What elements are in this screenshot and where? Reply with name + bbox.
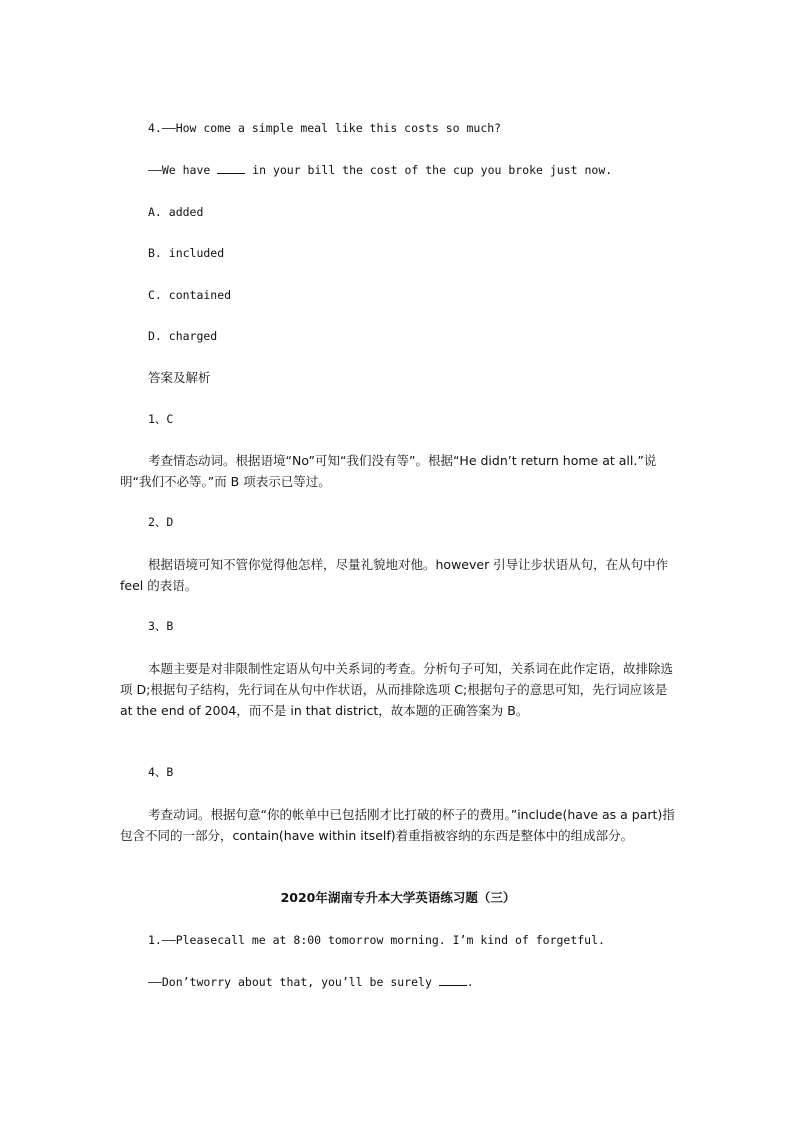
section-q1-reply-end: . <box>466 975 474 989</box>
q4-option-b: B. included <box>148 246 225 260</box>
answer-1-explanation: 考查情态动词。根据语境“No”可知“我们没有等”。根据“He didn’t return home at all.”说明“我们不必等。”而 B 项表示已等过。 <box>120 453 657 489</box>
q4-option-c: C. contained <box>148 288 232 302</box>
section-q1-question: 1.——Pleasecall me at 8:00 tomorrow morning. I’m kind of forgetful. <box>148 933 605 947</box>
section-q1-reply <box>148 972 474 993</box>
answer-blank <box>217 163 245 174</box>
q4-reply-end: in your bill the cost of the cup you broke just now. <box>245 163 613 177</box>
answer-2-explanation: 根据语境可知不管你觉得他怎样，尽量礼貌地对他。however 引导让步状语从句，在从句中作 feel 的表语。 <box>120 557 669 593</box>
answer-3-number: 3、B <box>148 619 174 633</box>
section-q1-reply-start: ——Don’tworry about that, you’ll be surely <box>148 975 439 989</box>
q4-question: 4.——How come a simple meal like this costs so much? <box>148 121 502 135</box>
answers-heading: 答案及解析 <box>148 370 211 385</box>
q4-reply <box>148 160 612 181</box>
q4-reply-start: ——We have <box>148 163 218 177</box>
q4-option-a: A. added <box>148 205 204 219</box>
answer-blank <box>439 975 467 986</box>
q4-option-d: D. charged <box>148 329 218 343</box>
answer-3-explanation: 本题主要是对非限制性定语从句中关系词的考查。分析句子可知，关系词在此作定语，故排除选项 D;根据句子结构，先行词在从句中作状语，从而排除选项 C;根据句子的意思可知，先行词应该是 at the end of 2004，而不是 in that district，故本题的正确答案为 B。 <box>120 661 674 718</box>
section-title: 2020年湖南专升本大学英语练习题（三） <box>280 890 516 905</box>
answer-4-explanation: 考查动词。根据句意“你的帐单中已包括刚才比打破的杯子的费用。”include(have as a part)指包含不同的一部分，contain(have within itself)着重指被容纳的东西是整体中的组成部分。 <box>120 807 675 843</box>
answer-1-number: 1、C <box>148 412 174 426</box>
answer-2-number: 2、D <box>148 515 174 529</box>
answer-4-number: 4、B <box>148 765 174 779</box>
